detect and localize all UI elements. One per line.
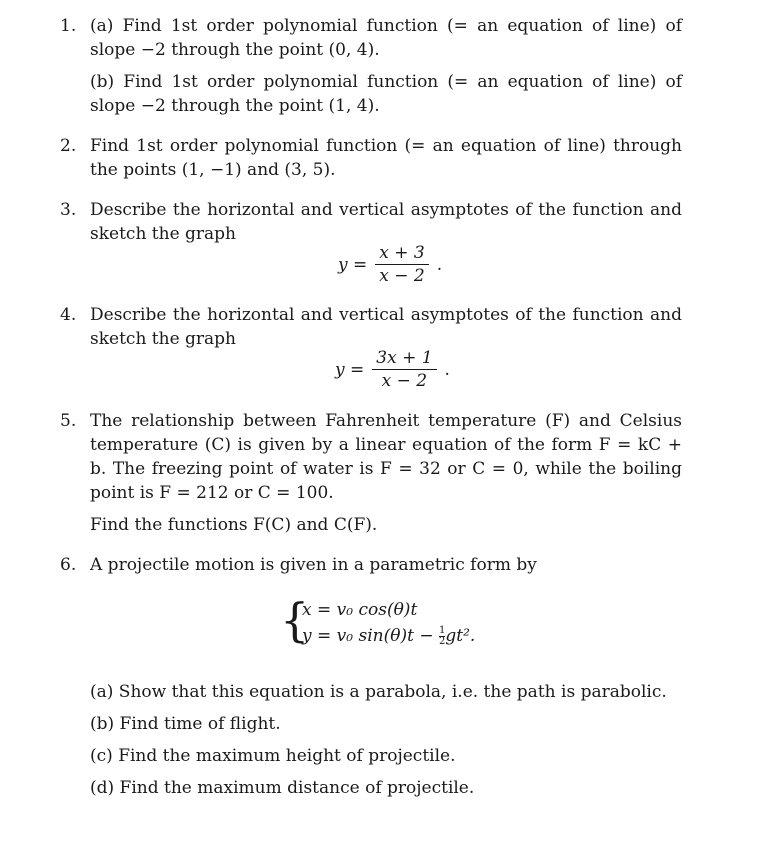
problem-number: 6. bbox=[60, 555, 77, 575]
problem-6 bbox=[60, 553, 682, 577]
half-denominator: 2 bbox=[438, 636, 446, 647]
half-numerator: 1 bbox=[438, 625, 446, 636]
equation-lhs: y = bbox=[335, 359, 365, 380]
fraction-numerator: x + 3 bbox=[379, 243, 425, 263]
fraction-numerator: 3x + 1 bbox=[376, 348, 433, 368]
equation-lhs: y = bbox=[338, 254, 368, 275]
left-brace: { bbox=[280, 593, 310, 647]
problem-number: 1. bbox=[60, 16, 77, 36]
problem-6-text: A projectile motion is given in a parametric form by bbox=[90, 555, 537, 575]
problem-number: 4. bbox=[60, 305, 77, 325]
problem-1 bbox=[60, 14, 682, 118]
problem-2 bbox=[60, 134, 682, 182]
equation-end: . bbox=[436, 254, 443, 275]
problem-5-text: The relationship between Fahrenheit temperature (F) and Celsius temperature (C) is given by a linear equation of the form F = kC + b. The freezing point of water is F = 32 or C = 0, while the boiling point is F = 212 or C = 100. bbox=[90, 411, 682, 503]
problem-1a-text: (a) Find 1st order polynomial function (= an equation of line) of slope −2 through the point (0, 4). bbox=[90, 16, 682, 60]
problem-4-equation bbox=[335, 347, 450, 392]
subpart-b: (b) Find time of flight. bbox=[90, 714, 281, 734]
system-line-y bbox=[302, 626, 475, 647]
subpart-d: (d) Find the maximum distance of projectile. bbox=[90, 778, 475, 798]
problem-5 bbox=[60, 409, 682, 537]
problem-number: 5. bbox=[60, 411, 77, 431]
system-line-y-end: gt². bbox=[445, 626, 476, 646]
fraction bbox=[372, 347, 436, 392]
problem-1b-text: (b) Find 1st order polynomial function (= an equation of line) of slope −2 through the point (1, 4). bbox=[90, 72, 682, 116]
fraction-denominator: x − 2 bbox=[379, 266, 425, 286]
fraction bbox=[375, 242, 428, 287]
fraction-denominator: x − 2 bbox=[381, 371, 428, 391]
problem-4 bbox=[60, 303, 682, 351]
problem-3 bbox=[60, 198, 682, 246]
subpart-a: (a) Show that this equation is a parabola, i.e. the path is parabolic. bbox=[90, 682, 667, 702]
system-line-y-start: y = v₀ sin(θ)t − bbox=[302, 626, 439, 646]
problem-5-question: Find the functions F(C) and C(F). bbox=[90, 515, 378, 535]
problem-6-subparts bbox=[90, 680, 667, 808]
problem-4-text: Describe the horizontal and vertical asymptotes of the function and sketch the graph bbox=[90, 305, 682, 349]
subpart-c: (c) Find the maximum height of projectile. bbox=[90, 746, 456, 766]
problem-3-equation bbox=[338, 242, 442, 287]
problem-number: 2. bbox=[60, 136, 77, 156]
problem-number: 3. bbox=[60, 200, 77, 220]
problem-2-text: Find 1st order polynomial function (= an equation of line) through the points (1, −1) and (3, 5). bbox=[90, 136, 682, 180]
problem-3-text: Describe the horizontal and vertical asymptotes of the function and sketch the graph bbox=[90, 200, 682, 244]
equation-end: . bbox=[444, 359, 450, 380]
system-line-x: x = v₀ cos(θ)t bbox=[302, 600, 418, 620]
